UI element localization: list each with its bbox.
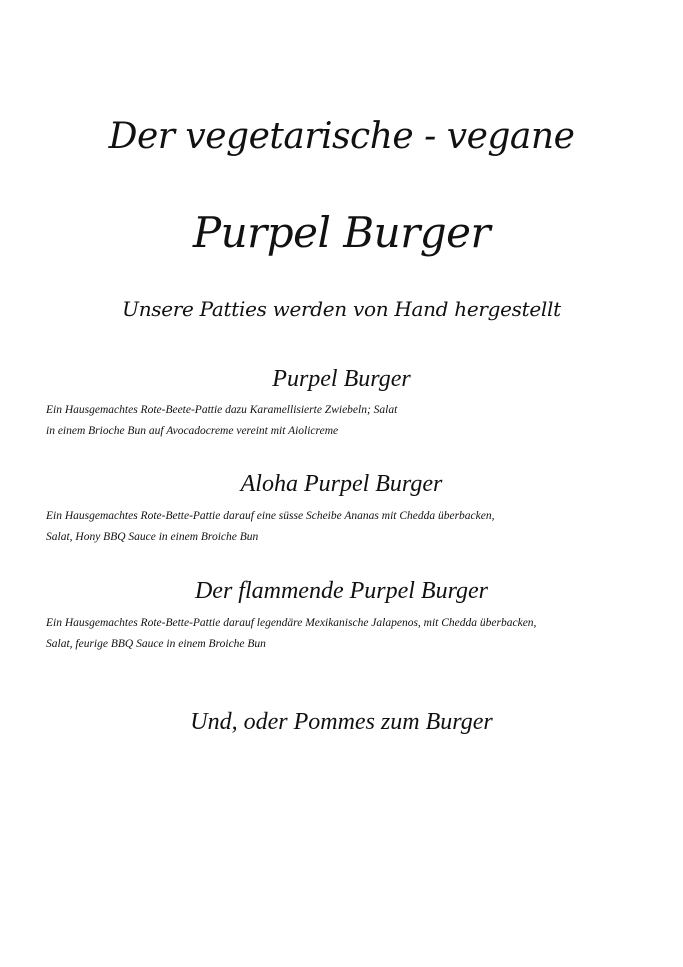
menu-title-line1: Der vegetarische - vegane — [108, 116, 575, 157]
menu-item-title: Der flammende Purpel Burger — [194, 578, 489, 604]
description-line: Ein Hausgemachtes Rote-Bette-Pattie darauf eine süsse Scheibe Ananas mit Chedda überbacken, — [46, 510, 495, 522]
menu-subtitle: Unsere Patties werden von Hand hergestellt — [122, 297, 561, 321]
menu-item-description — [46, 613, 646, 655]
menu-title-line2: Purpel Burger — [192, 208, 491, 257]
menu-item-title: Purpel Burger — [272, 366, 411, 392]
menu-item-title: Aloha Purpel Burger — [240, 471, 443, 497]
menu-item-description — [46, 506, 646, 548]
description-line: in einem Brioche Bun auf Avocadocreme vereint mit Aiolicreme — [46, 425, 339, 437]
description-line: Ein Hausgemachtes Rote-Beete-Pattie dazu Karamellisierte Zwiebeln; Salat — [46, 404, 398, 416]
menu-footer-note: Und, oder Pommes zum Burger — [190, 709, 493, 735]
menu-item-description — [46, 400, 646, 442]
description-line: Salat, Hony BBQ Sauce in einem Broiche Bun — [46, 531, 259, 543]
description-line: Salat, feurige BBQ Sauce in einem Broiche Bun — [46, 638, 266, 650]
description-line: Ein Hausgemachtes Rote-Bette-Pattie darauf legendäre Mexikanische Jalapenos, mit Chedda überbacken, — [46, 617, 537, 629]
